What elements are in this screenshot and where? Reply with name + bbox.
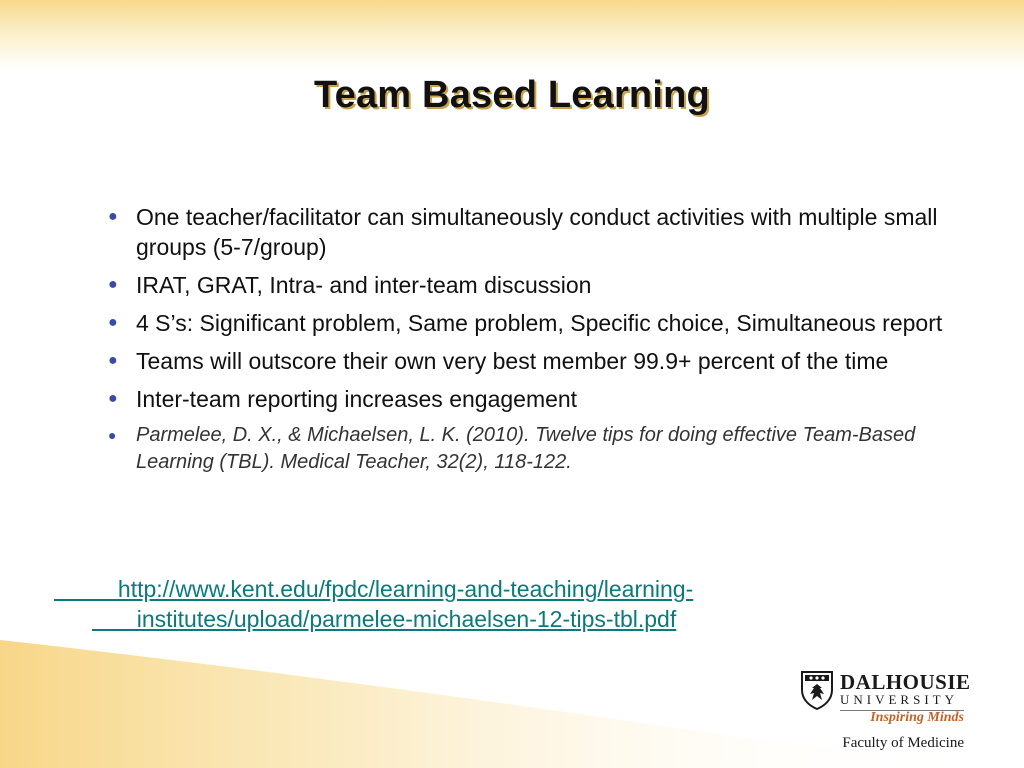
bullet-text: Teams will outscore their own very best member 99.9+ percent of the time — [136, 348, 889, 374]
list-item — [104, 202, 954, 262]
bullet-text: One teacher/facilitator can simultaneously conduct activities with multiple small groups (5-7/group) — [136, 204, 938, 260]
bullet-icon: ● — [108, 314, 118, 331]
list-item — [104, 308, 954, 338]
list-item — [104, 270, 954, 300]
citation-text: Parmelee, D. X., & Michaelsen, L. K. (2010). Twelve tips for doing effective Team-Based Learning (TBL). Medical Teacher, 32(2), 118-122. — [136, 424, 916, 473]
faculty-label: Faculty of Medicine — [842, 735, 964, 751]
bullet-icon: ● — [108, 276, 118, 293]
citation-item — [104, 422, 954, 476]
reference-link-line-1[interactable]: http://www.kent.edu/fpdc/learning-and-teaching/learning- — [54, 576, 694, 602]
dalhousie-logo — [800, 668, 970, 758]
bullet-icon: ● — [108, 208, 118, 225]
bullet-text: 4 S’s: Significant problem, Same problem, Specific choice, Simultaneous report — [136, 310, 943, 336]
bullet-text: IRAT, GRAT, Intra- and inter-team discussion — [136, 272, 592, 298]
reference-link-line-2[interactable]: institutes/upload/parmelee-michaelsen-12-tips-tbl.pdf — [92, 606, 677, 632]
bullet-icon: ● — [108, 352, 118, 369]
list-item — [104, 384, 954, 414]
logo-tagline: Inspiring Minds — [870, 710, 964, 725]
bullet-text: Inter-team reporting increases engagement — [136, 386, 578, 412]
slide-title: Team Based Learning — [314, 74, 710, 116]
dalhousie-shield-icon — [800, 670, 834, 710]
logo-name: DALHOUSIE — [840, 670, 971, 694]
logo-university: UNIVERSITY — [840, 692, 958, 707]
bullet-icon: ● — [108, 427, 117, 443]
bullet-list — [104, 202, 954, 484]
bullet-icon: ● — [108, 390, 118, 407]
list-item — [104, 346, 954, 376]
